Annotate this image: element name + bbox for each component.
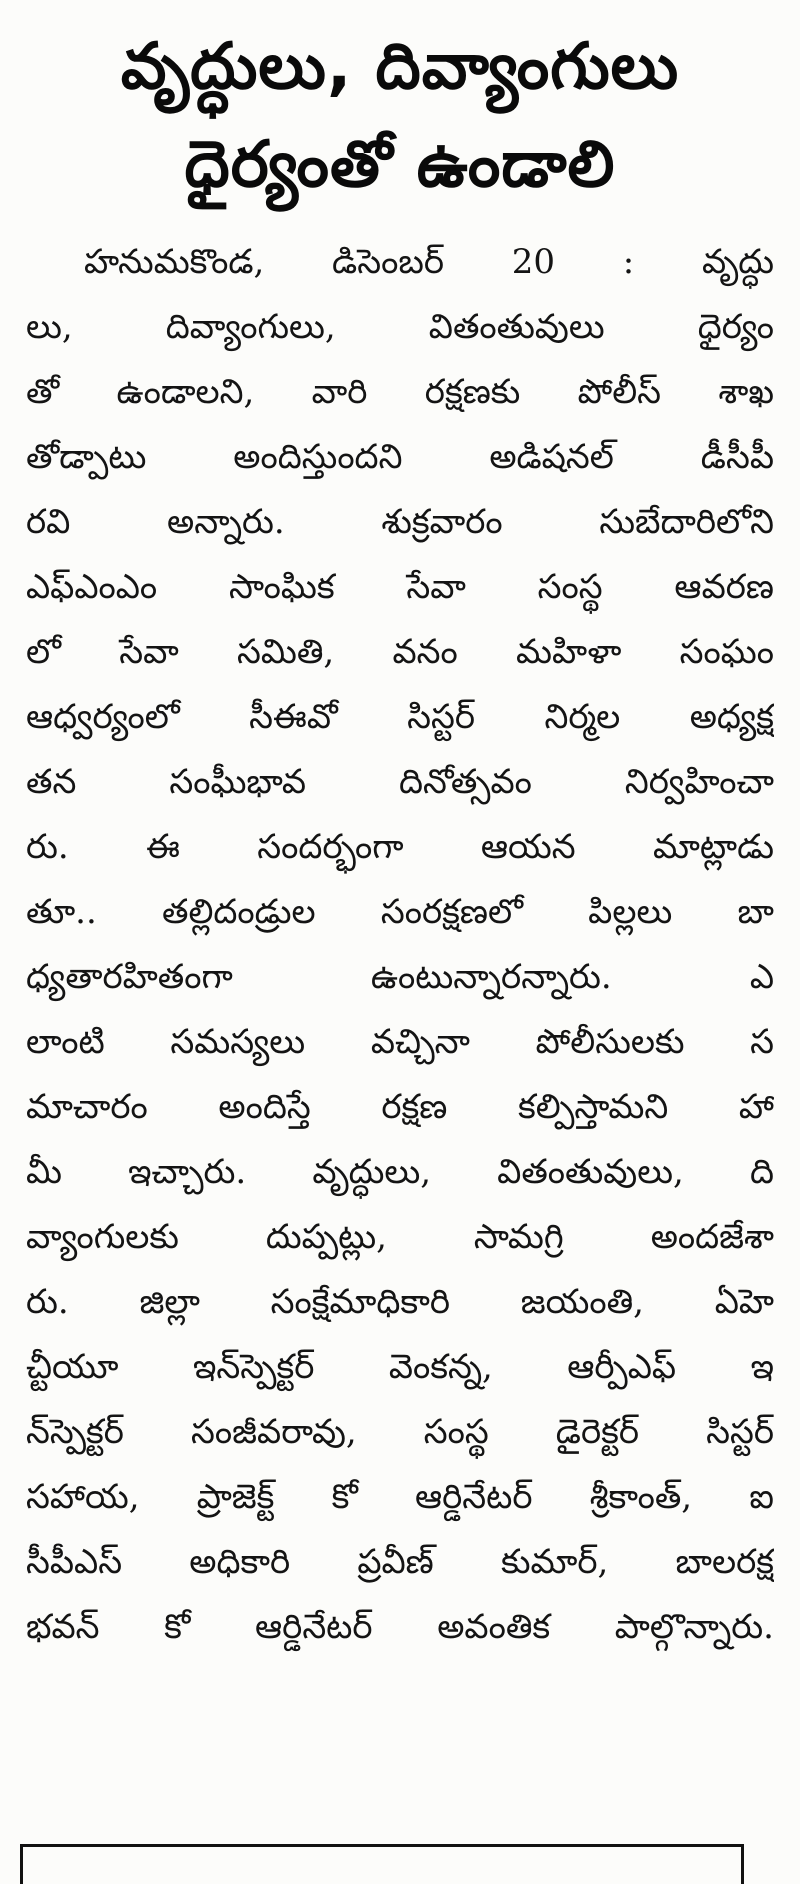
body-line: రు. జిల్లా సంక్షేమాధికారి జయంతి, ఏహె — [26, 1282, 774, 1322]
body-line: మాచారం అందిస్తే రక్షణ కల్పిస్తామని హా — [26, 1087, 774, 1127]
body-line: చ్టీయూ ఇన్‌స్పెక్టర్ వెంకన్న, ఆర్పీఎఫ్ ఇ — [26, 1347, 774, 1387]
body-line: తూ.. తల్లిదండ్రుల సంరక్షణలో పిల్లలు బా — [26, 892, 774, 932]
headline-line-2: ధైర్యంతో ఉండాలి — [184, 128, 616, 202]
body-line: న్‌స్పెక్టర్ సంజీవరావు, సంస్థ డైరెక్టర్ సిస్టర్ — [26, 1412, 774, 1452]
body-line: ఎఫ్ఎంఎం సాంఘిక సేవా సంస్థ ఆవరణ — [26, 567, 774, 607]
body-line: రవి అన్నారు. శుక్రవారం సుబేదారిలోని — [26, 502, 774, 542]
article-headline — [26, 0, 774, 214]
body-line: తో ఉండాలని, వారి రక్షణకు పోలీస్ శాఖ — [26, 372, 774, 412]
body-line: ధ్యతారహితంగా ఉంటున్నారన్నారు. ఎ — [26, 957, 774, 997]
adjacent-article-border — [20, 1844, 744, 1884]
body-line: హనుమకొండ, డిసెంబర్ 20 : వృద్ధు — [84, 242, 774, 282]
body-line: లో సేవా సమితి, వనం మహిళా సంఘం — [26, 632, 774, 672]
body-line: మీ ఇచ్చారు. వృద్ధులు, వితంతువులు, ది — [26, 1152, 774, 1192]
headline-line-1: వృద్ధులు, దివ్యాంగులు — [120, 30, 680, 104]
article-body — [26, 230, 774, 1660]
body-line: భవన్ కో ఆర్డినేటర్ అవంతిక పాల్గొన్నారు. — [26, 1607, 774, 1647]
body-line: వ్యాంగులకు దుప్పట్లు, సామగ్రి అందజేశా — [26, 1217, 774, 1257]
body-line: సీపీఎస్ అధికారి ప్రవీణ్ కుమార్, బాలరక్ష — [26, 1542, 774, 1582]
body-line: తోడ్పాటు అందిస్తుందని అడిషనల్ డీసీపీ — [26, 437, 774, 477]
body-line: లాంటి సమస్యలు వచ్చినా పోలీసులకు స — [26, 1022, 774, 1062]
body-line: ఆధ్వర్యంలో సీఈవో సిస్టర్ నిర్మల అధ్యక్ష — [26, 697, 774, 737]
body-line: లు, దివ్యాంగులు, వితంతువులు ధైర్యం — [26, 307, 774, 347]
body-line: రు. ఈ సందర్భంగా ఆయన మాట్లాడు — [26, 827, 774, 867]
body-line: తన సంఘీభావ దినోత్సవం నిర్వహించా — [26, 762, 774, 802]
body-line: సహాయ, ప్రాజెక్ట్ కో ఆర్డినేటర్ శ్రీకాంత్, ఐ — [26, 1477, 774, 1517]
